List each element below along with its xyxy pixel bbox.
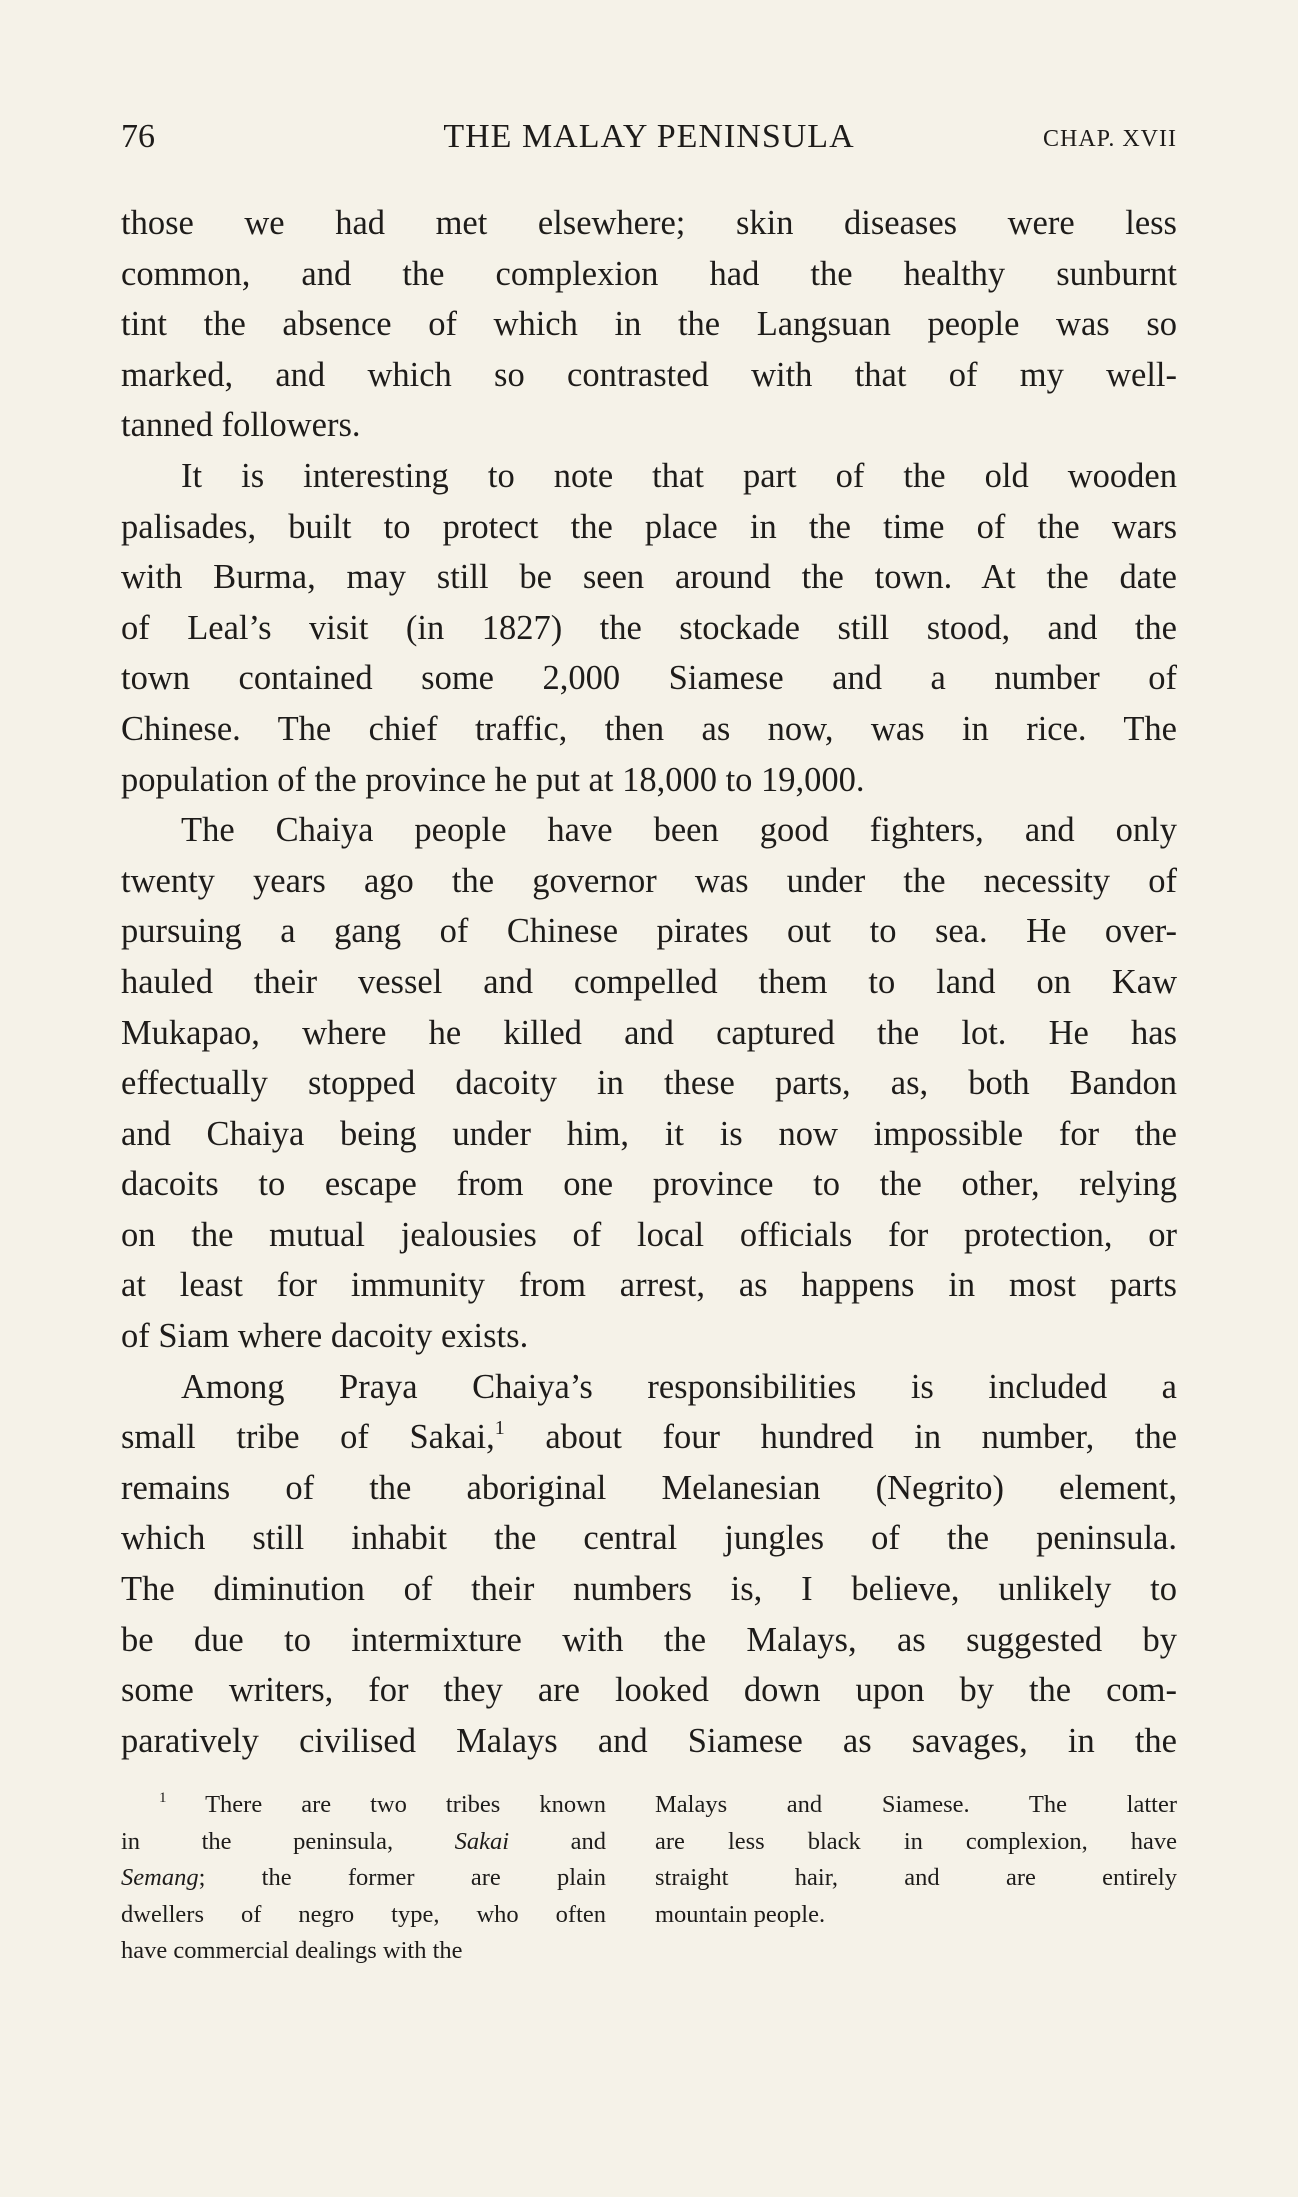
footnote-line: have commercial dealings with the — [121, 1937, 463, 1964]
sakai-line-prefix: small tribe of Sakai, — [121, 1418, 495, 1457]
term-sakai: Sakai — [454, 1827, 510, 1855]
footnote-line: are less black in complexion, have — [655, 1827, 1177, 1855]
chapter-label: CHAP. XVII — [1042, 126, 1177, 152]
text-line: tanned followers. — [121, 406, 361, 445]
text-line-with-footnote-ref — [121, 1412, 1177, 1463]
footnote-reference: 1 — [494, 1417, 505, 1440]
text-line: remains of the aboriginal Melanesian (Negrito) element, — [121, 1468, 1177, 1507]
text-line: It is interesting to note that part of the old wooden — [181, 456, 1177, 495]
text-line: at least for immunity from arrest, as happens in most parts — [121, 1266, 1177, 1305]
body-text — [121, 198, 1177, 1766]
text-line: population of the province he put at 18,000 to 19,000. — [121, 760, 865, 799]
footnote-column-left — [121, 1787, 606, 1970]
term-semang: Semang — [121, 1864, 199, 1891]
text-line: Chinese. The chief traffic, then as now, was in rice. The — [121, 709, 1177, 748]
footnote-line: mountain people. — [655, 1900, 826, 1928]
page-number: 76 — [121, 118, 155, 155]
text-line: with Burma, may still be seen around the town. At the date — [121, 558, 1177, 597]
text-line: The Chaiya people have been good fighters, and only — [181, 811, 1177, 850]
footnote-line: Malays and Siamese. The latter — [655, 1791, 1177, 1818]
text-line: of Siam where dacoity exists. — [121, 1317, 529, 1356]
text-line: paratively civilised Malays and Siamese as savages, in the — [121, 1721, 1177, 1760]
text-line: be due to intermixture with the Malays, as suggested by — [121, 1620, 1177, 1659]
footnote-line: dwellers of negro type, who often — [121, 1900, 606, 1928]
text-line: pursuing a gang of Chinese pirates out to sea. He over- — [121, 912, 1177, 951]
text-line: on the mutual jealousies of local officials for protection, or — [121, 1215, 1177, 1254]
footnote-marker: 1 — [159, 1790, 167, 1806]
text-line: twenty years ago the governor was under the necessity of — [121, 861, 1177, 900]
text-line: effectually stopped dacoity in these parts, as, both Bandon — [121, 1064, 1177, 1103]
sakai-line-rest: about four hundred in number, the — [545, 1418, 1178, 1457]
footnote-line: in the peninsula, Sakai and — [121, 1827, 607, 1855]
text-line: palisades, built to protect the place in the time of the wars — [121, 507, 1177, 546]
running-header — [121, 112, 1177, 162]
footnote-line: straight hair, and are entirely — [655, 1864, 1177, 1891]
text-line: Among Praya Chaiya’s responsibilities is included a — [181, 1367, 1177, 1406]
text-line: town contained some 2,000 Siamese and a number of — [121, 659, 1177, 698]
text-line: of Leal’s visit (in 1827) the stockade still stood, and the — [121, 608, 1177, 647]
text-line: which still inhabit the central jungles of the peninsula. — [121, 1519, 1177, 1558]
text-line: tint the absence of which in the Langsuan people was so — [121, 305, 1177, 344]
text-line: common, and the complexion had the healthy sunburnt — [121, 254, 1177, 293]
text-line: some writers, for they are looked down upon by the com- — [121, 1671, 1177, 1710]
text-line: those we had met elsewhere; skin diseases were less — [121, 204, 1177, 242]
text-line: The diminution of their numbers is, I believe, unlikely to — [121, 1570, 1177, 1609]
text-line: dacoits to escape from one province to the other, relying — [121, 1165, 1177, 1204]
running-title: THE MALAY PENINSULA — [443, 118, 855, 155]
text-line: and Chaiya being under him, it is now impossible for the — [121, 1114, 1177, 1153]
footnote-line: $^1$ There are two tribes known — [159, 1790, 607, 1818]
text-line: marked, and which so contrasted with that of my well- — [121, 355, 1177, 394]
footnote-line: Semang; the former are plain — [121, 1864, 606, 1891]
text-line: Mukapao, where he killed and captured the lot. He has — [121, 1013, 1177, 1052]
footnote-column-right — [655, 1787, 1177, 1933]
text-line: hauled their vessel and compelled them to land on Kaw — [121, 962, 1177, 1001]
